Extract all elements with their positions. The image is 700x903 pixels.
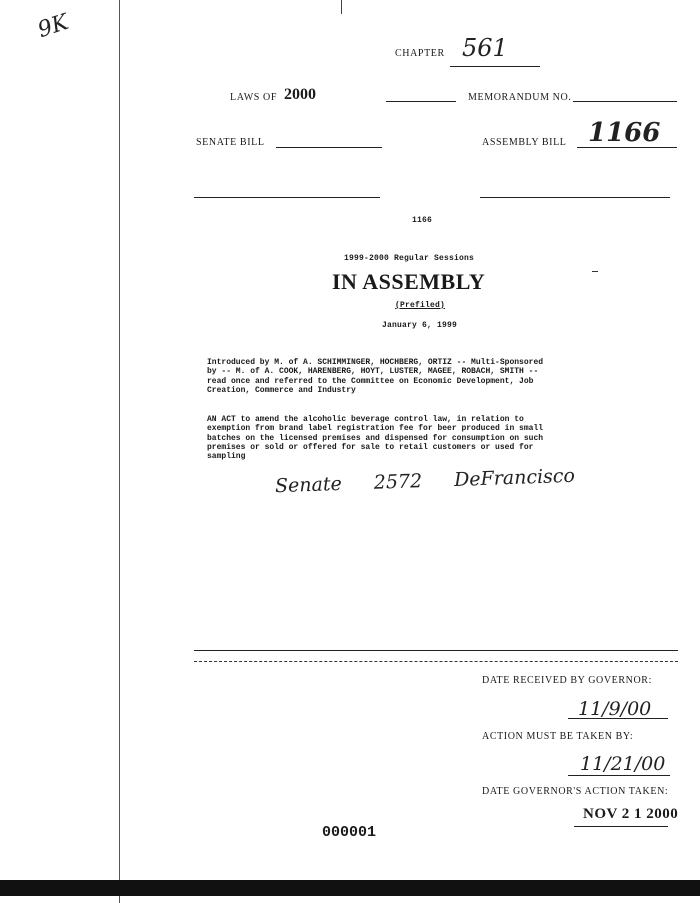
bill-date: January 6, 1999 [382, 321, 458, 330]
laws-value: 2000 [284, 86, 316, 103]
top-tick-mark [341, 0, 342, 14]
chamber-heading: IN ASSEMBLY [332, 269, 486, 294]
bottom-scan-band [0, 880, 700, 896]
left-margin-rule [119, 0, 120, 903]
chapter-underline [450, 66, 540, 67]
blank-line-right [480, 197, 670, 198]
action-by-line [568, 775, 670, 776]
memorandum-line [573, 101, 677, 102]
chapter-value: 561 [462, 34, 508, 62]
date-received-label: DATE RECEIVED BY GOVERNOR: [482, 675, 652, 686]
act-line: premises or sold or offered for sale to retail customers or used for [207, 442, 534, 452]
act-line: sampling [207, 452, 246, 462]
introduced-line: Creation, Commerce and Industry [207, 385, 356, 395]
act-line: AN ACT to amend the alcoholic beverage control law, in relation to [207, 415, 524, 424]
lower-rule-2 [194, 661, 678, 662]
senate-bill-label: SENATE BILL [196, 137, 265, 148]
stray-mark [592, 271, 598, 272]
date-received-line [568, 718, 668, 719]
margin-note: 9K [34, 9, 72, 44]
laws-label: LAWS OF [230, 92, 278, 103]
lower-rule-1 [194, 650, 678, 651]
prefiled-text: (Prefiled) [395, 301, 446, 310]
introduced-line: by -- M. of A. COOK, HARENBERG, HOYT, LUSTER, MAGEE, ROBACH, SMITH -- [207, 367, 539, 377]
action-taken-line [574, 826, 668, 827]
introduced-line: Introduced by M. of A. SCHIMMINGER, HOCHBERG, ORTIZ -- Multi-Sponsored [207, 358, 544, 367]
act-paragraph [207, 415, 543, 461]
introduced-paragraph [207, 358, 543, 395]
bill-number: 1166 [412, 216, 433, 225]
action-by-value: 11/21/00 [580, 753, 666, 775]
action-taken-label: DATE GOVERNOR'S ACTION TAKEN: [482, 786, 669, 797]
blank-line-left [194, 197, 380, 198]
act-line: exemption from brand label registration fee for beer produced in small [207, 424, 544, 434]
action-by-label: ACTION MUST BE TAKEN BY: [482, 731, 634, 742]
assembly-bill-label: ASSEMBLY BILL [482, 137, 567, 148]
introduced-line: read once and referred to the Committee on Economic Development, Job [207, 376, 534, 386]
page-number: 000001 [322, 824, 377, 841]
senate-bill-line [276, 147, 382, 148]
memorandum-label: MEMORANDUM NO. [468, 92, 572, 103]
action-taken-stamp: NOV 2 1 2000 [583, 806, 679, 822]
act-line: batches on the licensed premises and dispensed for consumption on such [207, 433, 544, 443]
date-received-value: 11/9/00 [578, 698, 652, 720]
assembly-bill-value: 1166 [588, 118, 661, 148]
chapter-label: CHAPTER [395, 48, 445, 59]
laws-blank-line [386, 101, 456, 102]
assembly-bill-line [577, 147, 677, 148]
handwritten-senate-note: Senate 2572 DeFrancisco [274, 464, 576, 498]
session-text: 1999-2000 Regular Sessions [344, 254, 475, 263]
